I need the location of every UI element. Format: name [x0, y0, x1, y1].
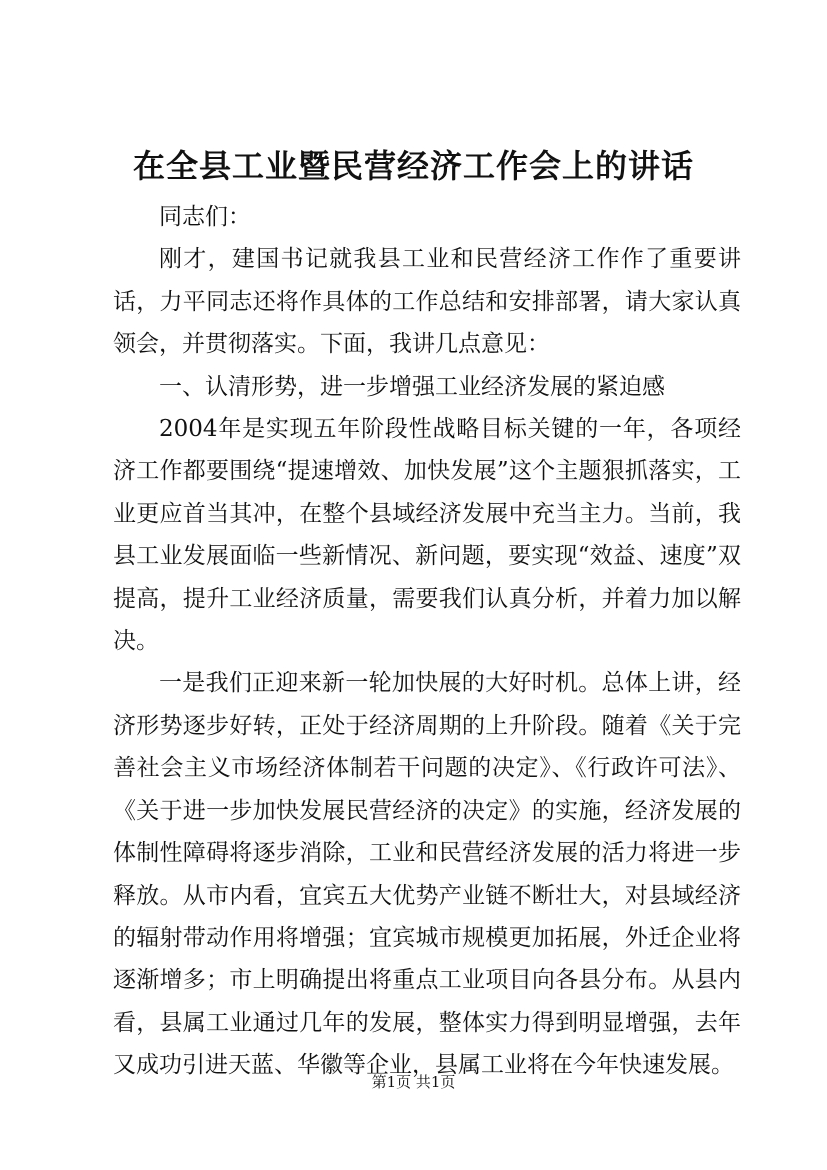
salutation: 同志们：	[159, 204, 251, 230]
paragraph-intro: 刚才，建国书记就我县工业和民营经济工作作了重要讲话，力平同志还将作具体的工作总结和安排部署，请大家认真领会，并贯彻落实。下面，我讲几点意见：	[113, 246, 741, 358]
section-heading: 一、认清形势，进一步增强工业经济发展的紧迫感	[159, 373, 665, 400]
paragraph-opportunity: 一是我们正迎来新一轮加快展的大好时机。总体上讲，经济形势逐步好转，正处于经济周期的上升阶段。随着《关于完善社会主义市场经济体制若干问题的决定》、《行政许可法》、《关于进一步加快发展民营经济的决定》的实施，经济发展的体制性障碍将逐步消除，工业和民营经济发展的活力将进一步释放。从市内看，宜宾五大优势产业链不断壮大，对县域经济的辐射带动作用将增强；宜宾城市规模更加拓展，外迁企业将逐渐增多；市上明确提出将重点工业项目向各县分布。从县内看，县属工业通过几年的发展，整体实力得到明显增强，去年又成功引进天蓝、华徽等企业，县属工业将在今年快速发展。	[113, 670, 741, 1079]
document-title: 在全县工业暨民营经济工作会上的讲话	[132, 147, 694, 185]
page-number-footer: 第1页 共1页	[371, 1073, 456, 1091]
document-body	[113, 196, 741, 1087]
paragraph-situation: 2004年是实现五年阶段性战略目标关键的一年，各项经济工作都要围绕“提速增效、加快发展”这个主题狠抓落实，工业更应首当其冲，在整个县域经济发展中充当主力。当前，我县工业发展面临一些新情况、新问题，要实现“效益、速度”双提高，提升工业经济质量，需要我们认真分析，并着力加以解决。	[113, 416, 741, 655]
